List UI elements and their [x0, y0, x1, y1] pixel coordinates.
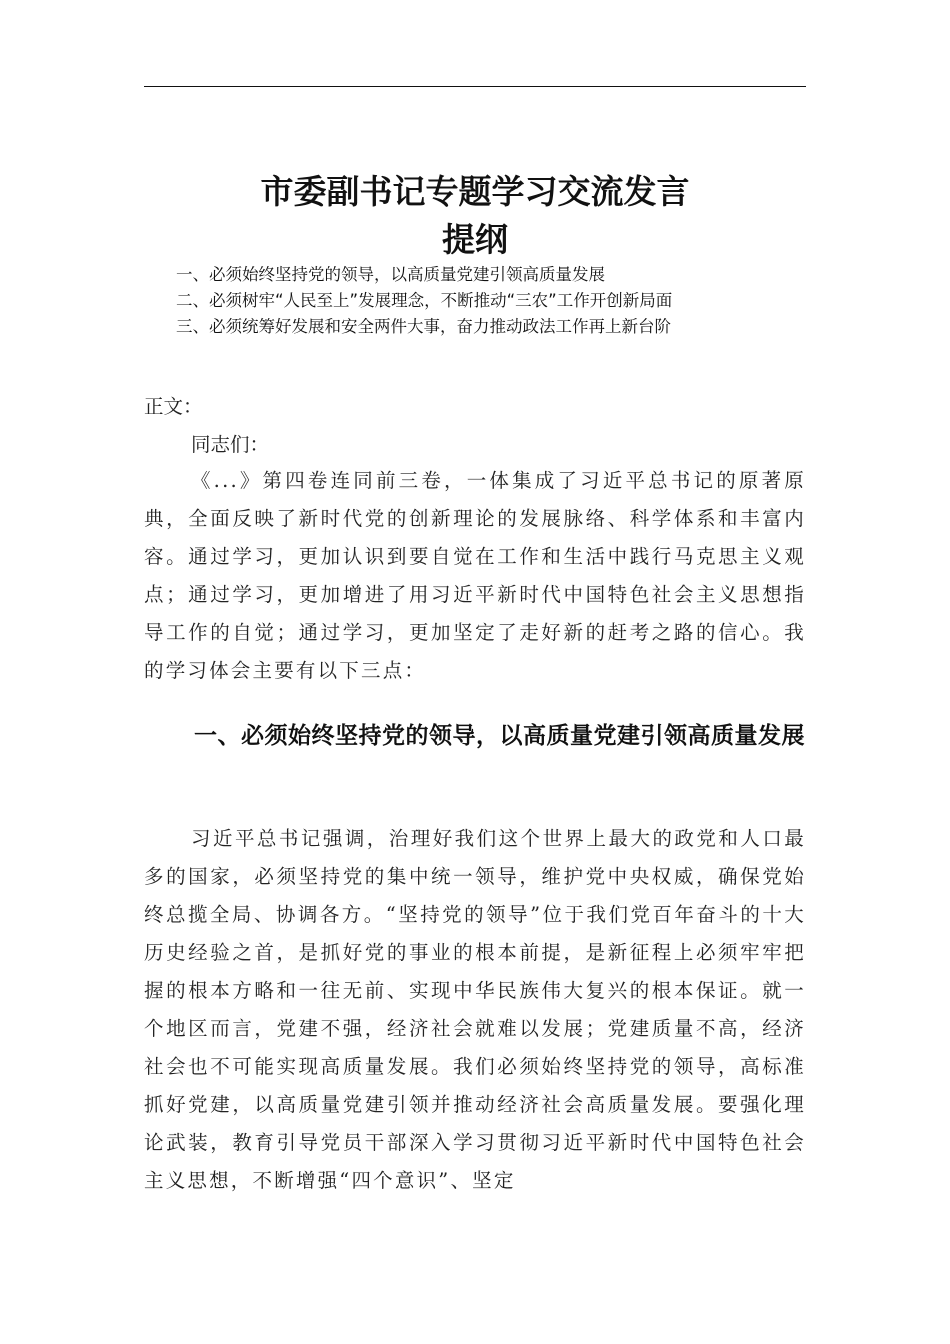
salutation: 同志们： — [191, 433, 270, 456]
outline-list — [176, 262, 816, 340]
outline-item: 二、必须树牢“人民至上”发展理念，不断推动“三农”工作开创新局面 — [176, 291, 673, 310]
document-title: 市委副书记专题学习交流发言 — [260, 172, 690, 211]
header-rule — [144, 86, 806, 87]
body-label: 正文： — [144, 395, 203, 418]
section-heading: 一、必须始终坚持党的领导，以高质量党建引领高质量发展 — [194, 723, 805, 749]
document-subtitle: 提纲 — [442, 220, 508, 259]
intro-paragraph: 《...》第四卷连同前三卷，一体集成了习近平总书记的原著原典，全面反映了新时代党的创新理论的发展脉络、科学体系和丰富内容。通过学习，更加认识到要自觉在工作和生活中践行马克思主义观点；通过学习，更加增进了用习近平新时代中国特色社会主义思想指导工作的自觉；通过学习，更加坚定了走好新的赶考之路的信心。我的学习体会主要有以下三点： — [144, 469, 806, 682]
section-paragraph: 习近平总书记强调，治理好我们这个世界上最大的政党和人口最多的国家，必须坚持党的集中统一领导，维护党中央权威，确保党始终总揽全局、协调各方。“坚持党的领导”位于我们党百年奋斗的十大历史经验之首，是抓好党的事业的根本前提，是新征程上必须牢牢把握的根本方略和一往无前、实现中华民族伟大复兴的根本保证。就一个地区而言，党建不强，经济社会就难以发展；党建质量不高，经济社会也不可能实现高质量发展。我们必须始终坚持党的领导，高标准抓好党建，以高质量党建引领并推动经济社会高质量发展。要强化理论武装，教育引导党员干部深入学习贯彻习近平新时代中国特色社会主义思想，不断增强“四个意识”、坚定 — [144, 827, 806, 1192]
outline-item: 三、必须统筹好发展和安全两件大事，奋力推动政法工作再上新台阶 — [176, 317, 671, 336]
outline-item: 一、必须始终坚持党的领导，以高质量党建引领高质量发展 — [176, 265, 605, 284]
